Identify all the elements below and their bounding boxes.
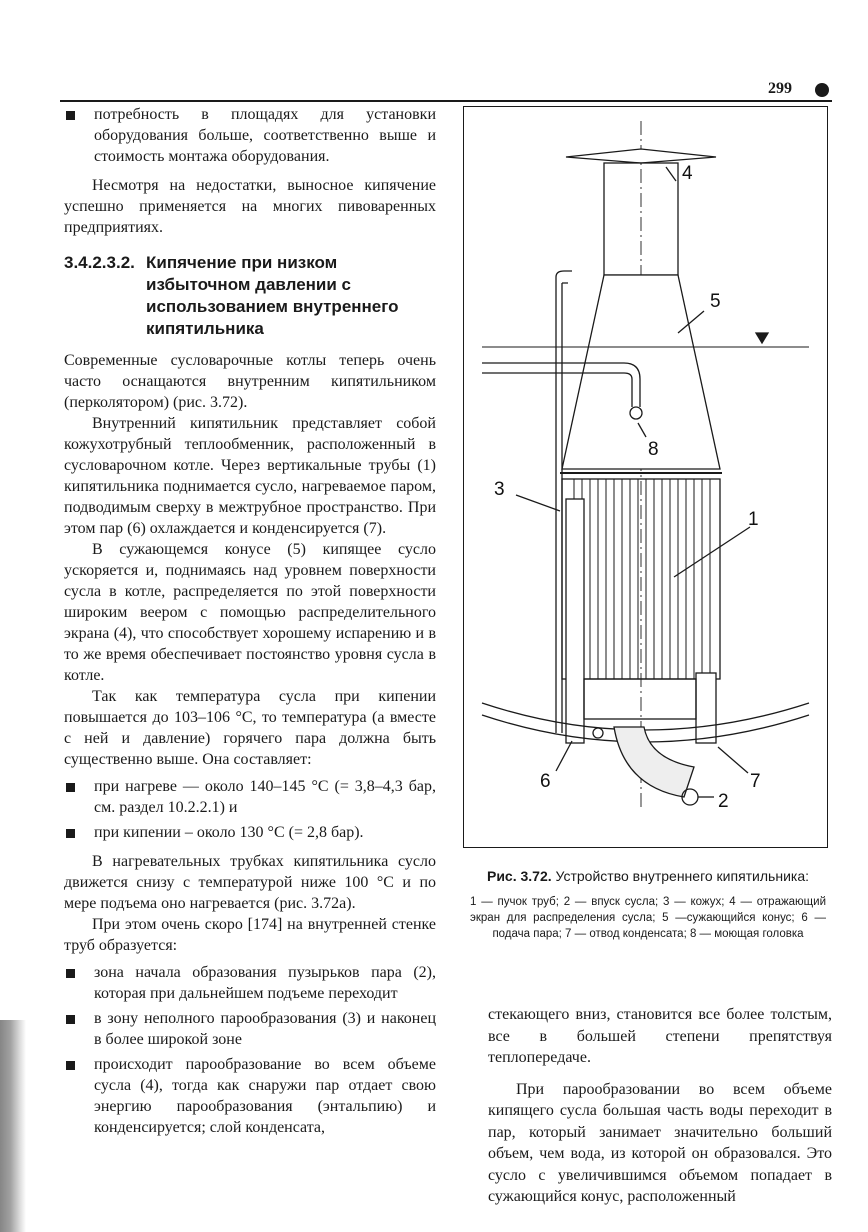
figure-label-4: 4 [682,163,693,184]
bullet-item [64,1008,436,1050]
drain-valve-icon [593,728,603,738]
right-column [488,1004,832,1208]
square-bullet-icon [66,1015,75,1024]
figure-title: Устройство внутреннего кипятильника: [555,868,810,884]
figure-label-5: 5 [710,291,721,312]
figure-label-3: 3 [494,479,505,500]
leader-6 [556,741,572,771]
bullet-text: при нагреве — около 140–145 °С (= 3,8–4,3 бар, см. раздел 10.2.2.1) и [94,778,436,816]
narrowing-cone [562,275,720,469]
leader-4 [666,167,676,181]
leader-3 [516,495,560,511]
figure-legend: 1 — пучок труб; 2 — впуск сусла; 3 — кожух; 4 — отражающий экран для распределения сусла; 5 —сужающийся конус; 6 — подача пара; 7 — отвод конденсата; 8 — моющая головка [470,896,826,940]
header-rule [60,100,832,102]
condensate-duct [696,673,716,743]
percolator-diagram [464,107,829,849]
scan-binding-edge [0,1020,26,1232]
deflector-screen [566,149,716,163]
page-number: 299 [768,80,792,97]
steam-supply-pipe [556,277,562,733]
square-bullet-icon [66,783,75,792]
bullet-text: при кипении – около 130 °С (= 2,8 бар). [94,824,364,841]
bullet-item [64,1054,436,1138]
figure-label-1: 1 [748,509,759,530]
tube-bundle [574,479,710,679]
square-bullet-icon [66,829,75,838]
figure-label-2: 2 [718,791,729,812]
bullet-text: зона начала образования пузырьков пара (2), которая при дальнейшем подъеме переходит [94,964,436,1002]
page-marker-icon [815,83,829,97]
level-marker-icon [756,333,768,343]
leader-1 [674,527,750,577]
bullet-item [64,776,436,818]
bullet-text: происходит парообразование во всем объеме сусла (4), тогда как снаружи пар отдает свою энергию парообразования (энтальпию) и конденсируется; слой конденсата, [94,1056,436,1136]
section-title: Кипячение при низком избыточном давлении с использованием внутреннего кипятильника [146,253,399,338]
section-heading [64,252,436,340]
bullet-item [64,104,436,167]
kettle-bottom [482,703,809,730]
figure-label-7: 7 [750,771,761,792]
square-bullet-icon [66,1061,75,1070]
wort-inlet [614,727,694,797]
paragraph: В сужающемся конусе (5) кипящее сусло ускоряется и, поднимаясь над уровнем поверхности сусла в котле, распределяется по этой поверхности широким веером с помощью распределительного экрана (4), что способствует хорошему испарению и в то же время обеспечивает постоянство уровня сусла в котле. [64,541,436,684]
left-column [64,104,436,1138]
figure-frame [463,106,828,848]
steam-inlet-duct [566,499,584,743]
bullet-text: в зону неполного парообразования (3) и наконец в более широкой зоне [94,1010,436,1048]
figure-label-6: 6 [540,771,551,792]
paragraph: При этом очень скоро [174] на внутренней стенке труб образуется: [64,916,436,954]
paragraph: Внутренний кипятильник представляет собой кожухотрубный теплообменник, расположенный в сусловарочном котле. Через вертикальные трубы (1) кипятильника поднимается сусло, нагреваемое паром, подводимым сверху в межтрубное пространство. При этом пар (6) охлаждается и конденсируется (7). [64,415,436,537]
paragraph: В нагревательных трубках кипятильника сусло движется снизу с температурой ниже 100 °С и по мере подъема оно нагревается (рис. 3.72а). [64,853,436,912]
bullet-item [64,962,436,1004]
paragraph: стекающего вниз, становится все более толстым, все в большей степени препятствуя теплопередаче. [488,1006,832,1066]
lower-plenum [584,679,696,719]
paragraph: При парообразовании во всем объеме кипящего сусла большая часть воды переходит в пар, который занимает значительно больший объем, чем вода, из которой он образовался. Это сусло с увеличившимся объемом попадает в сужающийся конус, расположенный [488,1080,832,1205]
paragraph: Несмотря на недостатки, выносное кипячение успешно применяется на многих пивоваренных предприятиях. [64,177,436,236]
figure-number: Рис. 3.72. [486,868,552,884]
bullet-item [64,822,436,843]
square-bullet-icon [66,969,75,978]
square-bullet-icon [66,111,75,120]
paragraph: Так как температура сусла при кипении повышается до 103–106 °С, то температура (а вместе с ней и давление) горячего пара должна быть существенно выше. Она составляет: [64,688,436,768]
bullet-text: потребность в площадях для установки оборудования больше, соответственно выше и стоимость монтажа оборудования. [94,106,436,165]
figure-caption-title [470,868,826,884]
figure-label-8: 8 [648,439,659,460]
leader-7 [718,747,748,773]
section-number: 3.4.2.3.2. [64,253,135,272]
paragraph: Современные сусловарочные котлы теперь очень часто оснащаются внутренним кипятильником (перколятором) (рис. 3.72). [64,352,436,411]
